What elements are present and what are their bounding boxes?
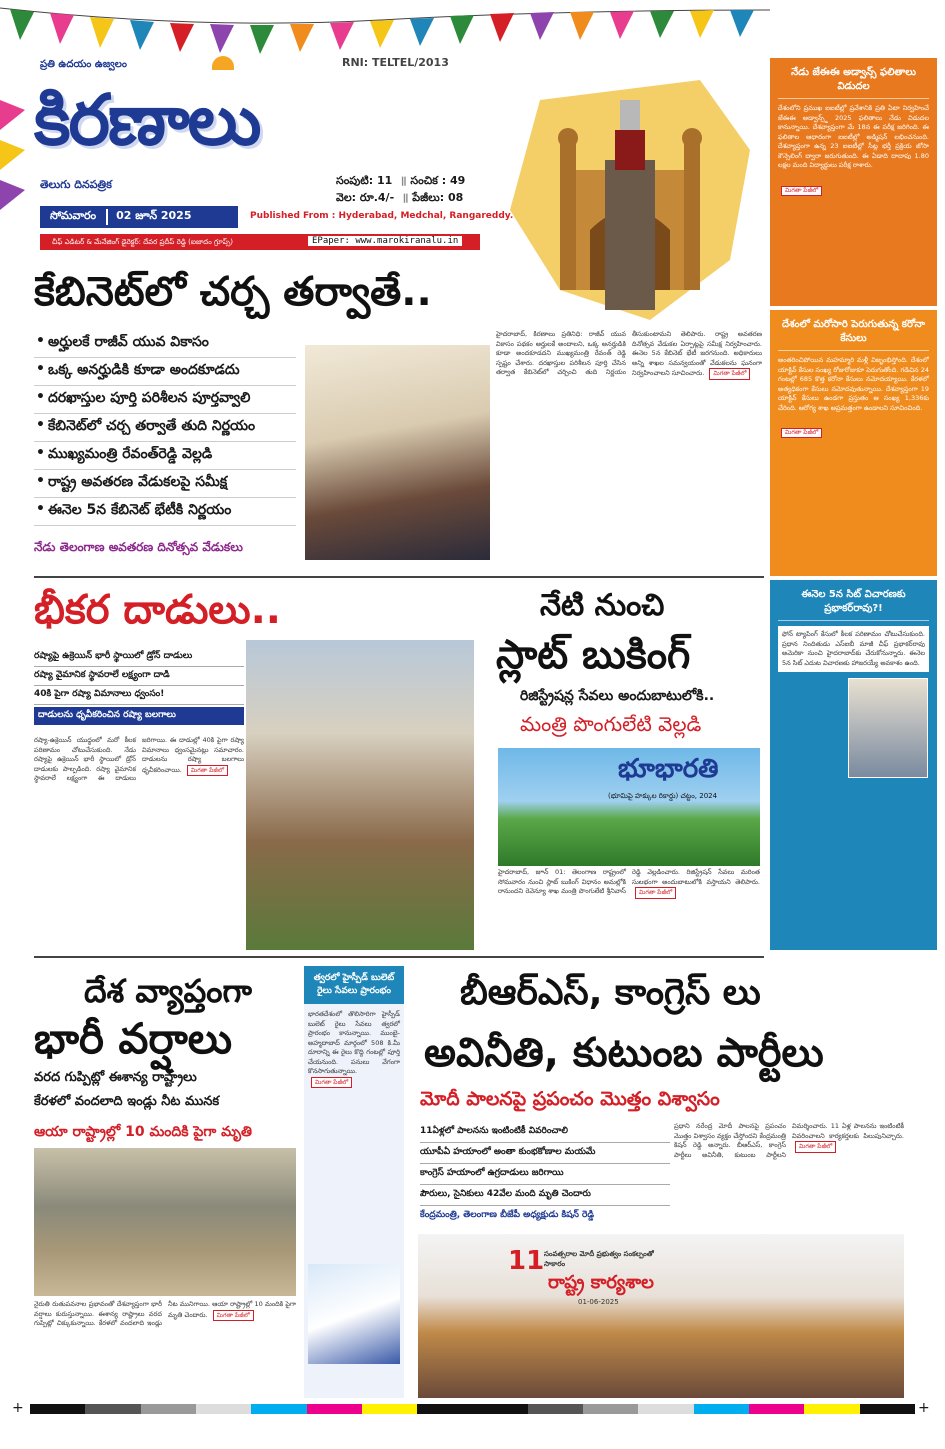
list-item: రష్యా వైమానిక స్థావరాలే లక్ష్యంగా దాడి xyxy=(34,667,244,686)
banner-title: రాష్ట్ర కార్యశాల xyxy=(548,1272,654,1293)
sidebar-corona-cases xyxy=(770,310,937,576)
sidebar-sit-text: ఫోన్ ట్యాపింగ్ కేసులో కీలక పరిణామం చోటుచేసుకుంది. ప్రధాన నిందితుడు ఎస్ఐబీ మాజీ చీఫ్ ప్రభాకర్‌రావు అమెరికా నుంచి హైదరాబాద్‌కు చేరుకోనున్నారు. ఈనెల 5న సిట్ ఎదుట విచారణకు హాజరయ్యే అవకాశం ఉంది. xyxy=(778,626,929,672)
continued-tag[interactable]: మిగతా పేజీలో xyxy=(311,1077,352,1089)
continued-tag[interactable]: మిగతా పేజీలో xyxy=(795,1141,836,1153)
rain-sub-2: కేరళలో వందలాది ఇండ్లు నీట మునక xyxy=(34,1094,220,1109)
lead-bullets xyxy=(34,330,296,526)
rain-headline-1: దేశ వ్యాప్తంగా xyxy=(84,972,252,1010)
issue-info: సంపుటి: 11 ॥ సంచిక : 49 వెల: రూ.4/- ॥ పేజీలు: 08 xyxy=(336,174,466,204)
day: సోమవారం xyxy=(40,209,108,225)
date: 02 జూన్ 2025 xyxy=(116,209,192,222)
crop-mark-icon: + xyxy=(12,1400,24,1416)
banner-number: 11 xyxy=(508,1246,545,1276)
politics-body: ప్రధాని నరేంద్ర మోదీ పాలనపై ప్రపంచం మొత్తం విశ్వాసం వ్యక్తం చేస్తోందని కేంద్రమంత్రి కిషన్ రెడ్డి అన్నారు. బీఆర్ఎస్, కాంగ్రెస్ పార్టీలు అవినీతి, కుటుంబ పార్టీలని విమర్శించారు. 11 ఏళ్ల పాలనను ఇంటింటికీ వివరించాలని కార్యకర్తలకు పిలుపునిచ్చారు. మిగతా పేజీలో xyxy=(674,1122,904,1159)
slot-byline: మంత్రి పొంగులేటి వెల్లడి xyxy=(520,712,702,736)
epaper-url[interactable]: EPaper: www.marokiranalu.in xyxy=(308,236,462,246)
banner-date: 01-06-2025 xyxy=(578,1298,619,1306)
list-item: • ఈనెల 5న కేబినెట్ భేటీకి నిర్ణయం xyxy=(34,498,296,526)
list-item: • దరఖాస్తుల పూర్తి పరిశీలన పూర్తవ్వాలి xyxy=(34,386,296,414)
rain-sub-1: వరద గుప్పిట్లో ఈశాన్య రాష్ట్రాలు xyxy=(34,1070,197,1085)
continued-tag[interactable]: మిగతా పేజీలో xyxy=(635,887,676,899)
slot-body: హైదరాబాద్, జూన్ 01: తెలంగాణ రాష్ట్రంలో సోమవారం నుంచి స్లాట్ బుకింగ్ విధానం అమల్లోకి రానుందని రెవెన్యూ శాఖ మంత్రి పొంగులేటి శ్రీనివాస్ రెడ్డి వెల్లడించారు. రిజిస్ట్రేషన్ సేవలు మరింత సులభంగా అందుబాటులోకి వస్తాయని తెలిపారు. మిగతా పేజీలో xyxy=(498,868,760,950)
rain-sub-3: ఆయా రాష్ట్రాల్లో 10 మందికి పైగా మృతి xyxy=(34,1124,252,1140)
rni-number: RNI: TELTEL/2013 xyxy=(342,56,449,69)
politics-headline-2: అవినీతి, కుటుంబ పార్టీలు xyxy=(424,1030,824,1076)
volume: సంపుటి: 11 xyxy=(336,174,393,187)
list-item: • అర్హులకే రాజీవ్ యువ వికాసం xyxy=(34,330,296,358)
sidebar-sit-title: ఈనెల 5న సిట్ విచారణకు ప్రభాకర్‌రావు?! xyxy=(778,588,929,621)
bjp-meeting-photo xyxy=(418,1234,904,1398)
sidebar-corona-title: దేశంలో మరోసారి పెరుగుతున్న కరోనా కేసులు xyxy=(778,318,929,351)
date-bar xyxy=(40,206,238,228)
sidebar-sit-probe xyxy=(770,580,937,950)
lead-footer: నేడు తెలంగాణ అవతరణ దినోత్సవ వేడుకలు xyxy=(34,540,243,554)
politics-subhead: మోదీ పాలనపై ప్రపంచం మొత్తం విశ్వాసం xyxy=(420,1088,720,1110)
war-points xyxy=(34,648,244,725)
list-item: 11ఏళ్లలో పాలనను ఇంటింటికీ వివరించాలి xyxy=(420,1122,670,1143)
banner-title: భూభారతి xyxy=(618,754,719,784)
flood-photo xyxy=(34,1148,296,1296)
masthead-tagline: ప్రతి ఉదయం ఉజ్వలం xyxy=(40,59,127,70)
cm-meeting-photo xyxy=(305,345,490,560)
list-item: 40కి పైగా రష్యా విమానాలు ధ్వంసం! xyxy=(34,686,244,705)
sidebar-corona-text: అంతరించిపోయిన మహమ్మారి మళ్లీ విజృంభిస్తోంది. దేశంలో యాక్టివ్ కేసుల సంఖ్య రోజురోజుకూ పెరుగుతోంది. గడిచిన 24 గంటల్లో 685 కొత్త కరోనా కేసులు నమోదయ్యాయి. కేరళలో అత్యధికంగా కేసులు నమోదవుతున్నాయి. దేశవ్యాప్తంగా 19 యాక్టివ్ కేసులు ఉండగా ప్రస్తుతం ఆ సంఖ్య 1,336కు చేరింది. ఆరోగ్య శాఖ అప్రమత్తంగా ఉండాలని సూచించింది. xyxy=(778,356,929,412)
continued-tag[interactable]: మిగతా పేజీలో xyxy=(187,765,228,777)
list-item: • ఒక్క అనర్హుడికి కూడా అందకూడదు xyxy=(34,358,296,386)
officer-photo xyxy=(848,678,928,778)
newspaper-subtitle: తెలుగు దినపత్రిక xyxy=(40,178,112,191)
lead-body: హైదరాబాద్, కిరణాలు ప్రతినిధి: రాజీవ్ యువ వికాసం పథకం అర్హులకే అందాలని, ఒక్క అనర్హుడికి కూడా అందకూడదని ముఖ్యమంత్రి రేవంత్ రెడ్డి స్పష్టం చేశారు. దరఖాస్తుల పరిశీలన పూర్తి చేసిన తర్వాత కేబినెట్‌లో చర్చించి తుది నిర్ణయం తీసుకుంటామని తెలిపారు. రాష్ట్ర అవతరణ దినోత్సవ వేడుకల ఏర్పాట్లపై సమీక్ష నిర్వహించారు. ఈనెల 5న కేబినెట్ భేటీ జరగనుంది. అధికారులు అన్ని శాఖల సమన్వయంతో వేడుకలను ఘనంగా నిర్వహించాలని సూచించారు. మిగతా పేజీలో xyxy=(496,330,762,560)
train-body: భారతదేశంలో తొలిసారిగా హైస్పీడ్ బులెట్ రైలు సేవలు త్వరలో ప్రారంభం కానున్నాయి. ముంబై-అహ్మదాబాద్ మార్గంలో 508 కి.మీ దూరాన్ని ఈ రైలు కొద్ది గంటల్లో పూర్తి చేయనుంది. పనులు వేగంగా కొనసాగుతున్నాయి. మిగతా పేజీలో xyxy=(304,1004,404,1264)
divider xyxy=(34,956,764,958)
published-from: Published From : Hyderabad, Medchal, Rangareddy. xyxy=(250,211,514,221)
telangana-monument-illustration xyxy=(500,60,762,330)
sidebar-jee-title: నేడు జేఈఈ అడ్వాన్స్ ఫలితాలు విడుదల xyxy=(778,66,929,99)
price: వెల: రూ.4/- xyxy=(336,191,395,204)
newspaper-title: కిరణాలు xyxy=(34,79,260,161)
list-item: దాడులను ధృవీకరించిన రష్యా బలగాలు xyxy=(34,707,244,725)
list-item: రష్యాపై ఉక్రెయిన్ భారీ స్థాయిలో డ్రోన్ దాడులు xyxy=(34,648,244,667)
politics-bullets xyxy=(420,1122,670,1226)
divider xyxy=(34,576,764,578)
list-item: పౌరులు, సైనికులు 42వేల మంది మృతి చెందారు xyxy=(420,1185,670,1206)
list-item: • కేబినెట్‌లో చర్చ తర్వాతే తుది నిర్ణయం xyxy=(34,414,296,442)
list-item: కాంగ్రెస్ హయాంలో ఉగ్రదాడులు జరిగాయి xyxy=(420,1164,670,1185)
sidebar-jee-text: దేశంలోని ప్రముఖ ఐఐటీల్లో ప్రవేశానికి ప్రతి ఏటా నిర్వహించే జేఈఈ అడ్వాన్స్డ్ 2025 ఫలితాలు నేడు విడుదల కానున్నాయి. దేశవ్యాప్తంగా మే 18న ఈ పరీక్ష జరిగింది. ఈ ఫలితాల ఆధారంగా ఐఐటీల్లో అడ్మిషన్ లభించనుంది. దేశవ్యాప్తంగా ఉన్న 23 ఐఐటీల్లో సీట్ల భర్తీ ప్రక్రియ జోసా కౌన్సెలింగ్ ద్వారా జరుగుతుంది. ఈ ఏడాది దాదాపు 1.80 లక్షల మంది విద్యార్థులు పరీక్ష రాశారు. xyxy=(778,104,929,169)
lead-headline: కేబినెట్‌లో చర్చ తర్వాతే.. xyxy=(34,269,432,315)
bhubharathi-banner xyxy=(498,748,760,866)
politics-headline-1: బీఆర్ఎస్, కాంగ్రెస్ లు xyxy=(460,972,761,1013)
list-item: • రాష్ట్ర అవతరణ వేడుకలపై సమీక్ష xyxy=(34,470,296,498)
train-box xyxy=(304,966,404,1398)
list-item: • ముఖ్యమంత్రి రేవంత్‌రెడ్డి వెల్లడి xyxy=(34,442,296,470)
issue: సంచిక : 49 xyxy=(410,174,466,187)
rain-headline-2: భారీ వర్షాలు xyxy=(34,1014,233,1063)
list-item: యూపీఏ హయాంలో అంతా కుంభకోణాల మయమే xyxy=(420,1143,670,1164)
bunting-left xyxy=(0,100,30,230)
war-body: రష్యా-ఉక్రెయిన్ యుద్ధంలో మరో కీలక పరిణామం చోటుచేసుకుంది. నేడు రష్యాపై ఉక్రెయిన్ భారీ స్థాయిలో డ్రోన్ దాడులకు పాల్పడింది. రష్యా వైమానిక స్థావరాలే లక్ష్యంగా ఈ దాడులు జరిగాయి. ఈ దాడుల్లో 40కి పైగా రష్యా విమానాలు ధ్వంసమైనట్లు సమాచారం. దాడులను రష్యా బలగాలు ధృవీకరించాయి. మిగతా పేజీలో xyxy=(34,736,244,782)
editor-credit: చీఫ్ ఎడిటర్ & మేనేజింగ్ డైరెక్టర్: దేవర ప్రదీప్ రెడ్డి (ఐజాదం గ్రూప్స్) xyxy=(52,238,234,246)
continued-tag[interactable]: మిగతా పేజీలో xyxy=(781,186,822,196)
sidebar-jee-results xyxy=(770,58,937,306)
continued-tag[interactable]: మిగతా పేజీలో xyxy=(213,1310,254,1322)
list-item: కేంద్రమంత్రి, తెలంగాణ బీజేపీ అధ్యక్షుడు కిషన్ రెడ్డి xyxy=(420,1210,595,1220)
pages: పేజీలు: 08 xyxy=(412,191,464,204)
slot-headline-2: స్లాట్ బుకింగ్ xyxy=(496,632,691,678)
registration-bar xyxy=(30,1404,915,1414)
banner-text: సంవత్సరాల మోదీ ప్రభుత్వం సంకల్పంతో సాకారం xyxy=(544,1250,654,1268)
bullet-train-photo xyxy=(308,1264,400,1364)
crop-mark-icon: + xyxy=(918,1400,930,1416)
wreckage-photo xyxy=(246,640,474,950)
rain-body: నైరుతి రుతుపవనాల ప్రభావంతో దేశవ్యాప్తంగా భారీ వర్షాలు కురుస్తున్నాయి. ఈశాన్య రాష్ట్రాలు వరద గుప్పిట్లో చిక్కుకున్నాయి. కేరళలో వందలాది ఇండ్లు నీట మునిగాయి. ఆయా రాష్ట్రాల్లో 10 మందికి పైగా మృతి చెందారు. మిగతా పేజీలో xyxy=(34,1300,296,1327)
continued-tag[interactable]: మిగతా పేజీలో xyxy=(781,428,822,438)
train-title: త్వరలో హైస్పీడ్ బులెట్ రైలు సేవలు ప్రారంభం xyxy=(304,966,404,1004)
continued-tag[interactable]: మిగతా పేజీలో xyxy=(709,368,750,380)
war-headline: భీకర దాడులు.. xyxy=(34,587,281,633)
banner-subtitle: (భూమిపై హక్కుల రికార్డు) చట్టం, 2024 xyxy=(608,792,718,800)
slot-headline-1: నేటి నుంచి xyxy=(540,588,665,623)
slot-subhead: రిజిస్ట్రేషన్ల సేవలు అందుబాటులోకి.. xyxy=(520,688,715,704)
